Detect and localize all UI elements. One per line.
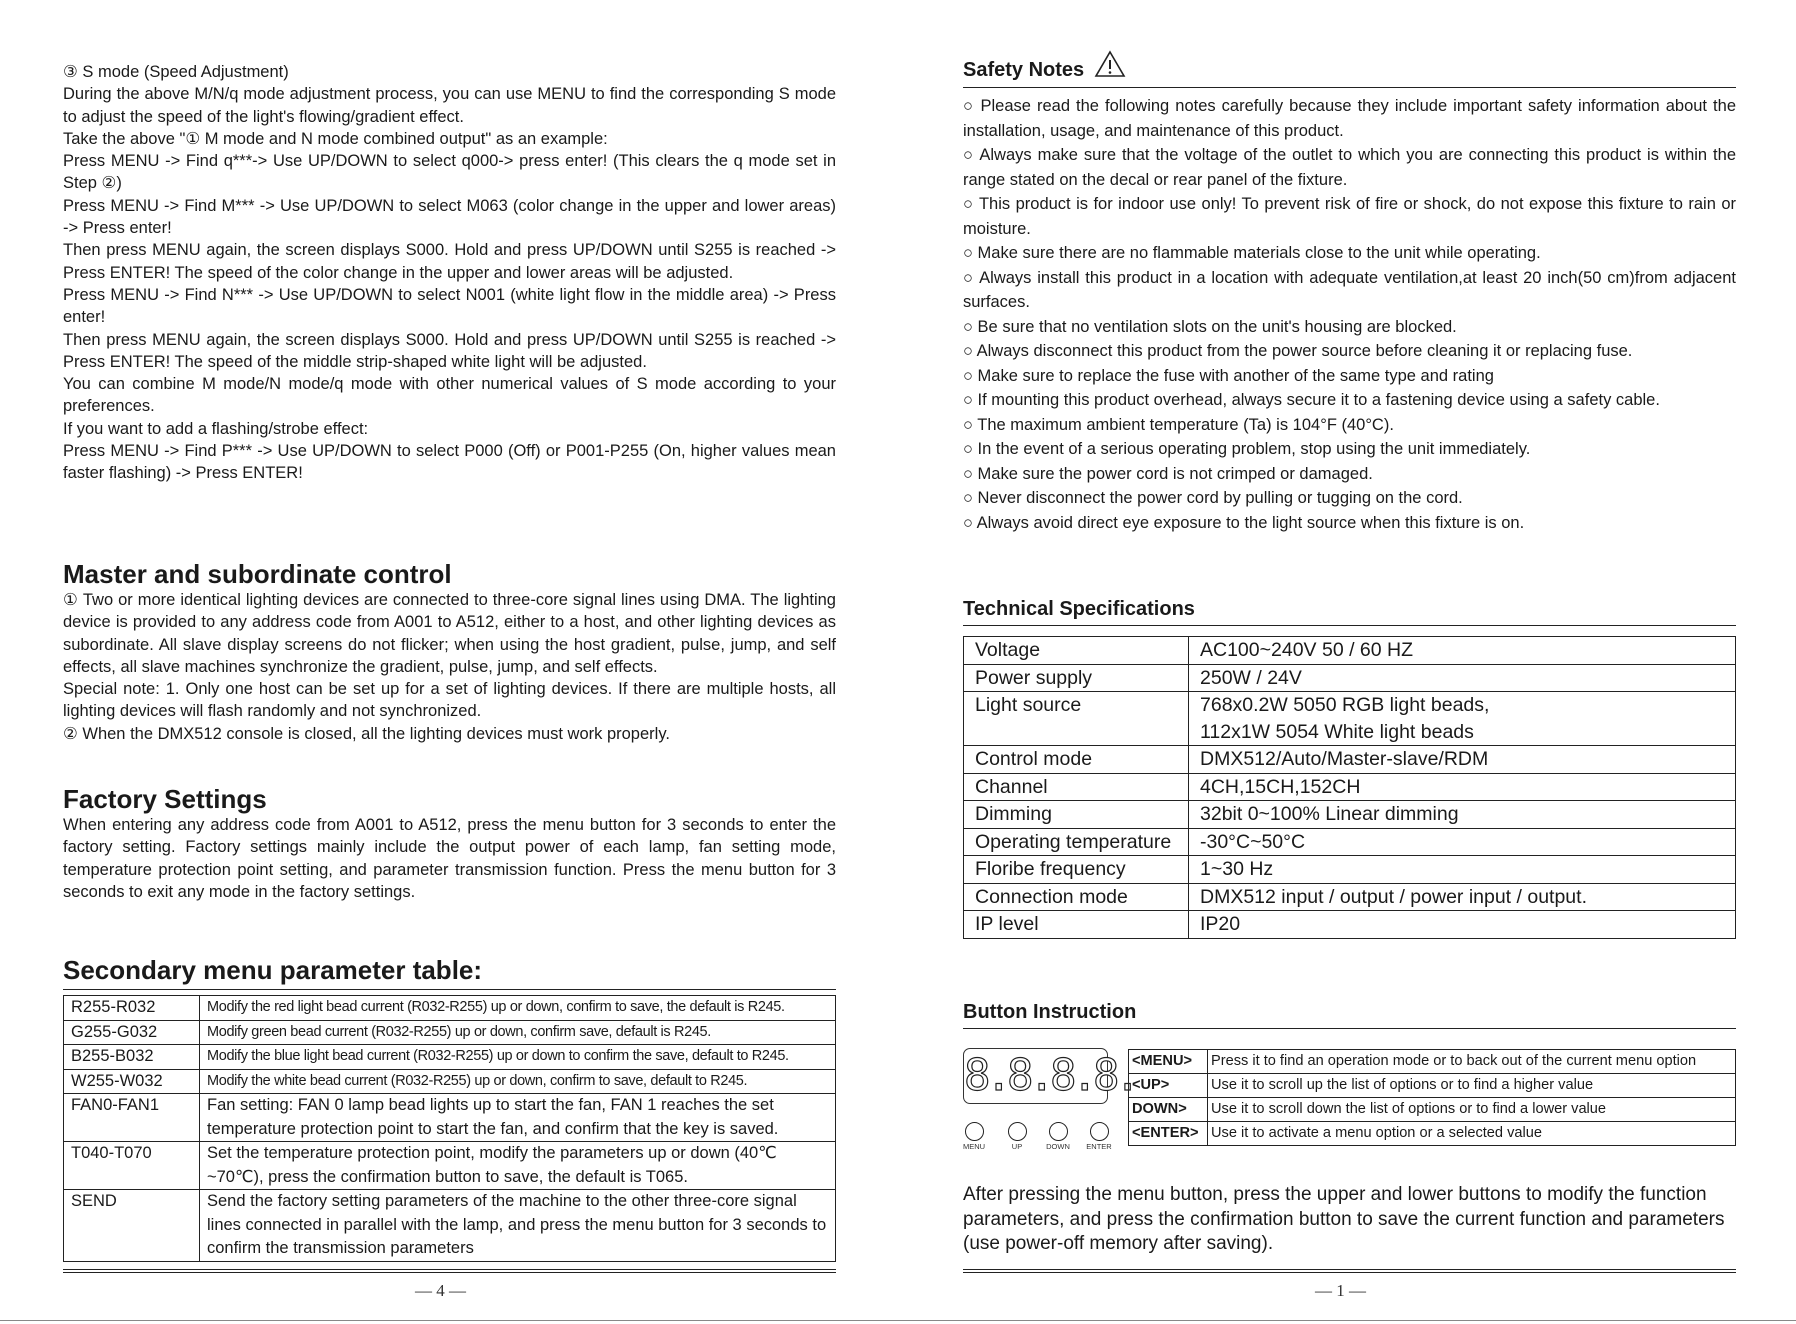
button-heading-block bbox=[963, 999, 1736, 1029]
s-mode-paragraph: Press MENU -> Find N*** -> Use UP/DOWN to select N001 (white light flow in the middle area) -> Press enter! bbox=[63, 285, 836, 327]
secondary-menu-heading: Secondary menu parameter table: bbox=[63, 955, 483, 985]
secondary-menu-table bbox=[63, 995, 836, 1262]
panel-button-down-icon bbox=[1049, 1122, 1068, 1141]
menu-param-code: R255-R032 bbox=[64, 996, 200, 1021]
specs-heading-block bbox=[963, 596, 1736, 626]
panel-button-label: DOWN bbox=[1046, 1142, 1070, 1151]
spec-row bbox=[964, 692, 1736, 746]
master-subordinate-section bbox=[63, 589, 836, 745]
spec-value: AC100~240V 50 / 60 HZ bbox=[1189, 637, 1736, 665]
technical-specifications-table bbox=[963, 636, 1736, 939]
menu-param-code: G255-G032 bbox=[64, 1020, 200, 1045]
panel-button-enter-icon bbox=[1090, 1122, 1109, 1141]
display-digits: 8.8.8.8. bbox=[964, 1050, 1136, 1101]
spec-value: 4CH,15CH,152CH bbox=[1189, 773, 1736, 801]
safety-heading-block bbox=[963, 50, 1736, 88]
s-mode-paragraph: Press MENU -> Find M*** -> Use UP/DOWN to select M063 (color change in the upper and lower areas) -> Press enter! bbox=[63, 196, 836, 238]
warning-triangle-icon bbox=[1094, 50, 1126, 83]
menu-param-description: Modify the blue light bead current (R032-R255) up or down to confirm the save, default to R245. bbox=[200, 1045, 836, 1070]
s-mode-paragraph: Press MENU -> Find P*** -> Use UP/DOWN to select P000 (Off) or P001-P255 (On, higher values mean faster flashing) -> Press ENTER! bbox=[63, 442, 836, 483]
master-subordinate-paragraph: ① Two or more identical lighting devices are connected to three-core signal lines using DMA. The lighting device is provided to any address code from A001 to A512, either to a host, and other lighting devices as subordinate. All slave display screens do not flicker; when using the host gradient, pulse, jump, and self effects, all slave machines synchronize the gradient, pulse, jump, and self effects. bbox=[63, 591, 836, 676]
button-description: Use it to activate a menu option or a selected value bbox=[1208, 1122, 1736, 1146]
spec-value: -30°C~50°C bbox=[1189, 828, 1736, 856]
heading-rule bbox=[963, 87, 1736, 88]
safety-note: ○ Always make sure that the voltage of the outlet to which you are connecting this product is within the range stated on the decal or rear panel of the fixture. bbox=[963, 146, 1736, 189]
menu-param-code: W255-W032 bbox=[64, 1069, 200, 1094]
menu-param-row bbox=[64, 1020, 836, 1045]
spec-label: Dimming bbox=[964, 801, 1189, 829]
safety-note: ○ Be sure that no ventilation slots on the unit's housing are blocked. bbox=[963, 317, 1457, 336]
menu-param-code: SEND bbox=[64, 1190, 200, 1262]
spec-row bbox=[964, 801, 1736, 829]
spec-label: Control mode bbox=[964, 746, 1189, 774]
safety-note: ○ Make sure to replace the fuse with another of the same type and rating bbox=[963, 366, 1494, 385]
s-mode-paragraph: Press MENU -> Find q***-> Use UP/DOWN to select q000-> press enter! (This clears the q mode set in Step ②) bbox=[63, 152, 836, 193]
menu-param-row bbox=[64, 1045, 836, 1070]
spec-value: IP20 bbox=[1189, 911, 1736, 939]
safety-note: ○ If mounting this product overhead, always secure it to a fastening device using a safety cable. bbox=[963, 391, 1660, 409]
menu-param-row bbox=[64, 996, 836, 1021]
safety-note: ○ The maximum ambient temperature (Ta) is 104°F (40°C). bbox=[963, 415, 1394, 434]
master-subordinate-paragraph: Special note: 1. Only one host can be set up for a set of lighting devices. If there are multiple hosts, all lighting devices will flash randomly and not synchronized. bbox=[63, 680, 836, 721]
button-instruction-heading: Button Instruction bbox=[963, 1001, 1137, 1023]
spec-value: DMX512/Auto/Master-slave/RDM bbox=[1189, 746, 1736, 774]
spec-label: Operating temperature bbox=[964, 828, 1189, 856]
safety-note: ○ Always avoid direct eye exposure to the light source when this fixture is on. bbox=[963, 513, 1525, 532]
menu-param-row bbox=[64, 1094, 836, 1142]
menu-param-description: Fan setting: FAN 0 lamp bead lights up to start the fan, FAN 1 reaches the set temperature protection point to start the fan, and confirm that the key is saved. bbox=[200, 1094, 836, 1142]
panel-button-label: ENTER bbox=[1086, 1142, 1112, 1151]
panel-button-label: MENU bbox=[962, 1142, 986, 1151]
menu-param-description: Modify green bead current (R032-R255) up or down, confirm save, default is R245. bbox=[200, 1020, 836, 1045]
menu-param-code: B255-B032 bbox=[64, 1045, 200, 1070]
spec-value: 1~30 Hz bbox=[1189, 856, 1736, 884]
button-instruction-table bbox=[1128, 1049, 1736, 1146]
s-mode-paragraph: ③ S mode (Speed Adjustment) bbox=[63, 63, 289, 81]
menu-param-code: FAN0-FAN1 bbox=[64, 1094, 200, 1142]
safety-note: ○ Make sure the power cord is not crimped or damaged. bbox=[963, 464, 1373, 483]
menu-param-row bbox=[64, 1069, 836, 1094]
menu-param-row bbox=[64, 1142, 836, 1190]
spec-row bbox=[964, 664, 1736, 692]
safety-note: ○ Never disconnect the power cord by pulling or tugging on the cord. bbox=[963, 489, 1463, 507]
button-key: <UP> bbox=[1129, 1074, 1208, 1098]
spec-row bbox=[964, 911, 1736, 939]
spec-label: Voltage bbox=[964, 637, 1189, 665]
heading-rule bbox=[963, 1028, 1736, 1029]
spec-label: Light source bbox=[964, 692, 1189, 746]
page-number: — 4 — bbox=[415, 1281, 466, 1300]
button-instruction-row bbox=[1129, 1122, 1736, 1146]
master-subordinate-heading: Master and subordinate control bbox=[63, 559, 452, 589]
page-number: — 1 — bbox=[1315, 1281, 1366, 1300]
button-key: DOWN> bbox=[1129, 1098, 1208, 1122]
button-instruction-row bbox=[1129, 1050, 1736, 1074]
heading-rule bbox=[963, 625, 1736, 626]
spec-row bbox=[964, 883, 1736, 911]
panel-button-label: UP bbox=[1011, 1142, 1023, 1151]
spec-value: DMX512 input / output / power input / output. bbox=[1189, 883, 1736, 911]
master-subordinate-paragraph: ② When the DMX512 console is closed, all the lighting devices must work properly. bbox=[63, 724, 670, 743]
heading-rule bbox=[63, 989, 836, 990]
button-description: Use it to scroll down the list of options or to find a lower value bbox=[1208, 1098, 1736, 1122]
spec-row bbox=[964, 856, 1736, 884]
control-panel-illustration bbox=[962, 1046, 1136, 1151]
spec-label: Power supply bbox=[964, 664, 1189, 692]
s-mode-section bbox=[63, 61, 836, 485]
manual-page-4 bbox=[63, 0, 836, 1324]
menu-param-description: Modify the white bead current (R032-R255) up or down, confirm to save, default to R245. bbox=[200, 1069, 836, 1094]
spec-label: Floribe frequency bbox=[964, 856, 1189, 884]
spec-label: Channel bbox=[964, 773, 1189, 801]
factory-settings-text: When entering any address code from A001 to A512, press the menu button for 3 seconds to enter the factory setting. Factory settings mainly include the output power of each lamp, fan setting mode, temperature protection point setting, and parameter transmission function. Press the menu button for 3 seconds to exit any mode in the factory settings. bbox=[63, 816, 836, 901]
button-usage-note: After pressing the menu button, press the upper and lower buttons to modify the function parameters, and press the confirmation button to save the current function and parameters (use power-off memory after saving). bbox=[963, 1184, 1725, 1254]
secondary-menu-heading-block bbox=[63, 955, 836, 990]
spec-label: IP level bbox=[964, 911, 1189, 939]
technical-specifications-heading: Technical Specifications bbox=[963, 598, 1195, 620]
led-display bbox=[963, 1048, 1136, 1104]
button-key: <MENU> bbox=[1129, 1050, 1208, 1074]
spec-value: 32bit 0~100% Linear dimming bbox=[1189, 801, 1736, 829]
panel-button-up-icon bbox=[1008, 1122, 1027, 1141]
button-description: Press it to find an operation mode or to back out of the current menu option bbox=[1208, 1050, 1736, 1074]
s-mode-paragraph: Take the above "① M mode and N mode combined output" as an example: bbox=[63, 129, 608, 148]
s-mode-paragraph: During the above M/N/q mode adjustment process, you can use MENU to find the corresponding S mode to adjust the speed of the light's flowing/gradient effect. bbox=[63, 85, 836, 126]
spec-row bbox=[964, 637, 1736, 665]
menu-param-description: Modify the red light bead current (R032-R255) up or down, confirm to save, the default is R245. bbox=[200, 996, 836, 1021]
factory-settings-heading: Factory Settings bbox=[63, 784, 267, 814]
safety-note: ○ Make sure there are no flammable materials close to the unit while operating. bbox=[963, 244, 1541, 262]
menu-param-row bbox=[64, 1190, 836, 1262]
spec-row bbox=[964, 773, 1736, 801]
page-bottom-double-rule bbox=[63, 1269, 836, 1273]
panel-button-menu-icon bbox=[965, 1122, 984, 1141]
s-mode-paragraph: Then press MENU again, the screen displays S000. Hold and press UP/DOWN until S255 is reached -> Press ENTER! The speed of the middle strip-shaped white light will be adjusted. bbox=[63, 330, 836, 371]
spec-value: 250W / 24V bbox=[1189, 664, 1736, 692]
button-key: <ENTER> bbox=[1129, 1122, 1208, 1146]
menu-param-code: T040-T070 bbox=[64, 1142, 200, 1190]
page-bottom-double-rule bbox=[963, 1269, 1736, 1273]
safety-notes-heading: Safety Notes bbox=[963, 59, 1085, 81]
menu-param-description: Send the factory setting parameters of the machine to the other three-core signal lines connected in parallel with the lamp, and press the menu button for 3 seconds to confirm the transmission parameters bbox=[200, 1190, 836, 1262]
spec-row bbox=[964, 828, 1736, 856]
spec-value: 768x0.2W 5050 RGB light beads, 112x1W 5054 White light beads bbox=[1189, 692, 1736, 746]
safety-note: ○ Please read the following notes carefully because they include important safety information about the installation, usage, and maintenance of this product. bbox=[963, 97, 1736, 140]
safety-note: ○ Always install this product in a location with adequate ventilation,at least 20 inch(50 cm)from adjacent surfaces. bbox=[963, 268, 1736, 311]
safety-note: ○ In the event of a serious operating problem, stop using the unit immediately. bbox=[963, 440, 1531, 458]
safety-note: ○ Always disconnect this product from the power source before cleaning it or replacing fuse. bbox=[963, 342, 1633, 360]
scan-bottom-edge bbox=[0, 1320, 1796, 1321]
button-instruction-row bbox=[1129, 1074, 1736, 1098]
spec-label: Connection mode bbox=[964, 883, 1189, 911]
spec-row bbox=[964, 746, 1736, 774]
s-mode-paragraph: If you want to add a flashing/strobe effect: bbox=[63, 419, 369, 438]
safety-notes-list bbox=[963, 94, 1736, 535]
safety-note: ○ This product is for indoor use only! To prevent risk of fire or shock, do not expose this fixture to rain or moisture. bbox=[963, 195, 1736, 238]
manual-page-1 bbox=[963, 0, 1736, 1324]
s-mode-paragraph: You can combine M mode/N mode/q mode with other numerical values of S mode according to your preferences. bbox=[63, 375, 836, 416]
s-mode-paragraph: Then press MENU again, the screen displays S000. Hold and press UP/DOWN until S255 is reached -> Press ENTER! The speed of the color change in the upper and lower areas will be adjusted. bbox=[63, 241, 836, 282]
menu-param-description: Set the temperature protection point, modify the parameters up or down (40℃ ~70℃), press the confirmation button to save, the default is T065. bbox=[200, 1142, 836, 1190]
button-instruction-row bbox=[1129, 1098, 1736, 1122]
button-description: Use it to scroll up the list of options or to find a higher value bbox=[1208, 1074, 1736, 1098]
